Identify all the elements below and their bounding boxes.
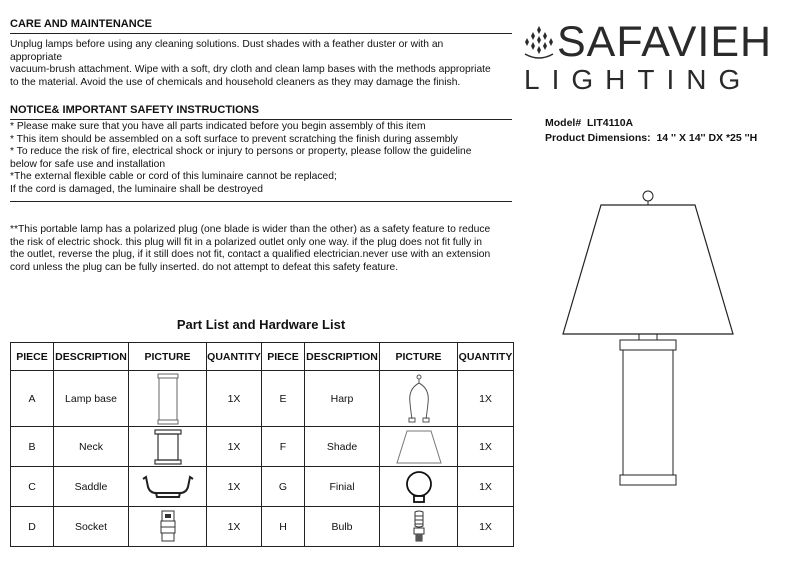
care-title-rule (10, 33, 512, 34)
brand-logo (520, 20, 800, 100)
neck-icon (153, 429, 183, 465)
header-description: DESCRIPTION (305, 343, 380, 371)
safety-line: *The external flexible cable or cord of this luminaire cannot be replaced; (10, 171, 337, 183)
dimensions-label: Product Dimensions: (545, 132, 651, 144)
finial-icon (402, 470, 436, 504)
safety-line: If the cord is damaged, the luminaire shall be destroyed (10, 183, 263, 195)
header-picture: PICTURE (129, 343, 207, 371)
safety-line: * To reduce the risk of fire, electrical shock or injury to persons or property, please follow the guideline (10, 146, 472, 158)
piece-cell: E (262, 371, 305, 427)
picture-cell (129, 371, 207, 427)
table-row (11, 507, 514, 547)
quantity-cell: 1X (207, 467, 262, 507)
description-cell: Shade (305, 427, 380, 467)
header-quantity: QUANTITY (458, 343, 514, 371)
piece-cell: F (262, 427, 305, 467)
lamp-illustration (560, 190, 760, 500)
care-line: appropriate (10, 51, 63, 63)
chandelier-logo-icon (522, 24, 556, 64)
picture-cell (380, 427, 458, 467)
header-picture: PICTURE (380, 343, 458, 371)
piece-cell: B (11, 427, 54, 467)
care-line: Unplug lamps before using any cleaning solutions. Dust shades with a feather duster or with an (10, 39, 444, 50)
table-row (11, 371, 514, 427)
picture-cell (380, 507, 458, 547)
quantity-cell: 1X (458, 467, 514, 507)
quantity-cell: 1X (207, 507, 262, 547)
safety-title-rule (10, 119, 512, 120)
table-row (11, 427, 514, 467)
piece-cell: D (11, 507, 54, 547)
quantity-cell: 1X (458, 427, 514, 467)
description-cell: Lamp base (54, 371, 129, 427)
description-cell: Bulb (305, 507, 380, 547)
socket-icon (158, 510, 178, 544)
brand-name: SAFAVIEH (557, 18, 773, 66)
parts-title: Part List and Hardware List (176, 317, 346, 332)
header-quantity: QUANTITY (207, 343, 262, 371)
harp-icon (404, 373, 434, 425)
description-cell: Finial (305, 467, 380, 507)
dimensions-value: 14 '' X 14'' DX *25 ''H (656, 132, 758, 144)
quantity-cell: 1X (458, 507, 514, 547)
picture-cell (129, 427, 207, 467)
picture-cell (129, 467, 207, 507)
piece-cell: H (262, 507, 305, 547)
plug-line: the outlet, reverse the plug, if it still does not fit, contact a qualified electrician.never use with an extension (10, 249, 491, 261)
piece-cell: G (262, 467, 305, 507)
model-line (545, 117, 633, 129)
plug-line: cord unless the plug can be fully inserted. do not attempt to defeat this safety feature. (10, 261, 399, 273)
care-text (10, 39, 510, 89)
quantity-cell: 1X (207, 427, 262, 467)
plug-line: **This portable lamp has a polarized plug (one blade is wider than the other) as a safety feature to reduce (10, 224, 491, 235)
parts-table (10, 342, 514, 547)
dimensions-line (545, 132, 757, 144)
lamp-base-icon (156, 373, 180, 425)
safety-text (10, 121, 510, 197)
saddle-icon (140, 473, 196, 501)
safety-title: NOTICE& IMPORTANT SAFETY INSTRUCTIONS (10, 104, 259, 116)
shade-icon (395, 429, 443, 465)
safety-line: * Please make sure that you have all parts indicated before you begin assembly of this item (10, 121, 426, 132)
quantity-cell: 1X (207, 371, 262, 427)
picture-cell (129, 507, 207, 547)
care-line: to the material. Avoid the use of chemicals and household cleaners as they may damage the finish. (10, 76, 461, 88)
description-cell: Socket (54, 507, 129, 547)
plug-text (10, 224, 510, 274)
safety-line: * This item should be assembled on a soft surface to prevent scratching the finish during assembly (10, 133, 458, 145)
care-title: CARE AND MAINTENANCE (10, 18, 152, 30)
safety-line: below for safe use and installation (10, 158, 166, 170)
care-line: vacuum-brush attachment. Wipe with a soft, dry cloth and clean lamp bases with the methods appropriate (10, 64, 491, 76)
header-piece: PIECE (11, 343, 54, 371)
table-row (11, 467, 514, 507)
header-description: DESCRIPTION (54, 343, 129, 371)
piece-cell: C (11, 467, 54, 507)
description-cell: Harp (305, 371, 380, 427)
header-piece: PIECE (262, 343, 305, 371)
plug-line: the risk of electric shock. this plug will fit in a polarized outlet only one way. if the plug does not fit fully in (10, 236, 482, 248)
model-value: LIT4110A (587, 117, 634, 129)
piece-cell: A (11, 371, 54, 427)
model-label: Model# (545, 117, 582, 129)
bulb-icon (410, 510, 428, 544)
description-cell: Saddle (54, 467, 129, 507)
description-cell: Neck (54, 427, 129, 467)
safety-bottom-rule (10, 201, 512, 202)
brand-sub: LIGHTING (524, 64, 753, 95)
picture-cell (380, 467, 458, 507)
quantity-cell: 1X (458, 371, 514, 427)
picture-cell (380, 371, 458, 427)
table-header-row (11, 343, 514, 371)
